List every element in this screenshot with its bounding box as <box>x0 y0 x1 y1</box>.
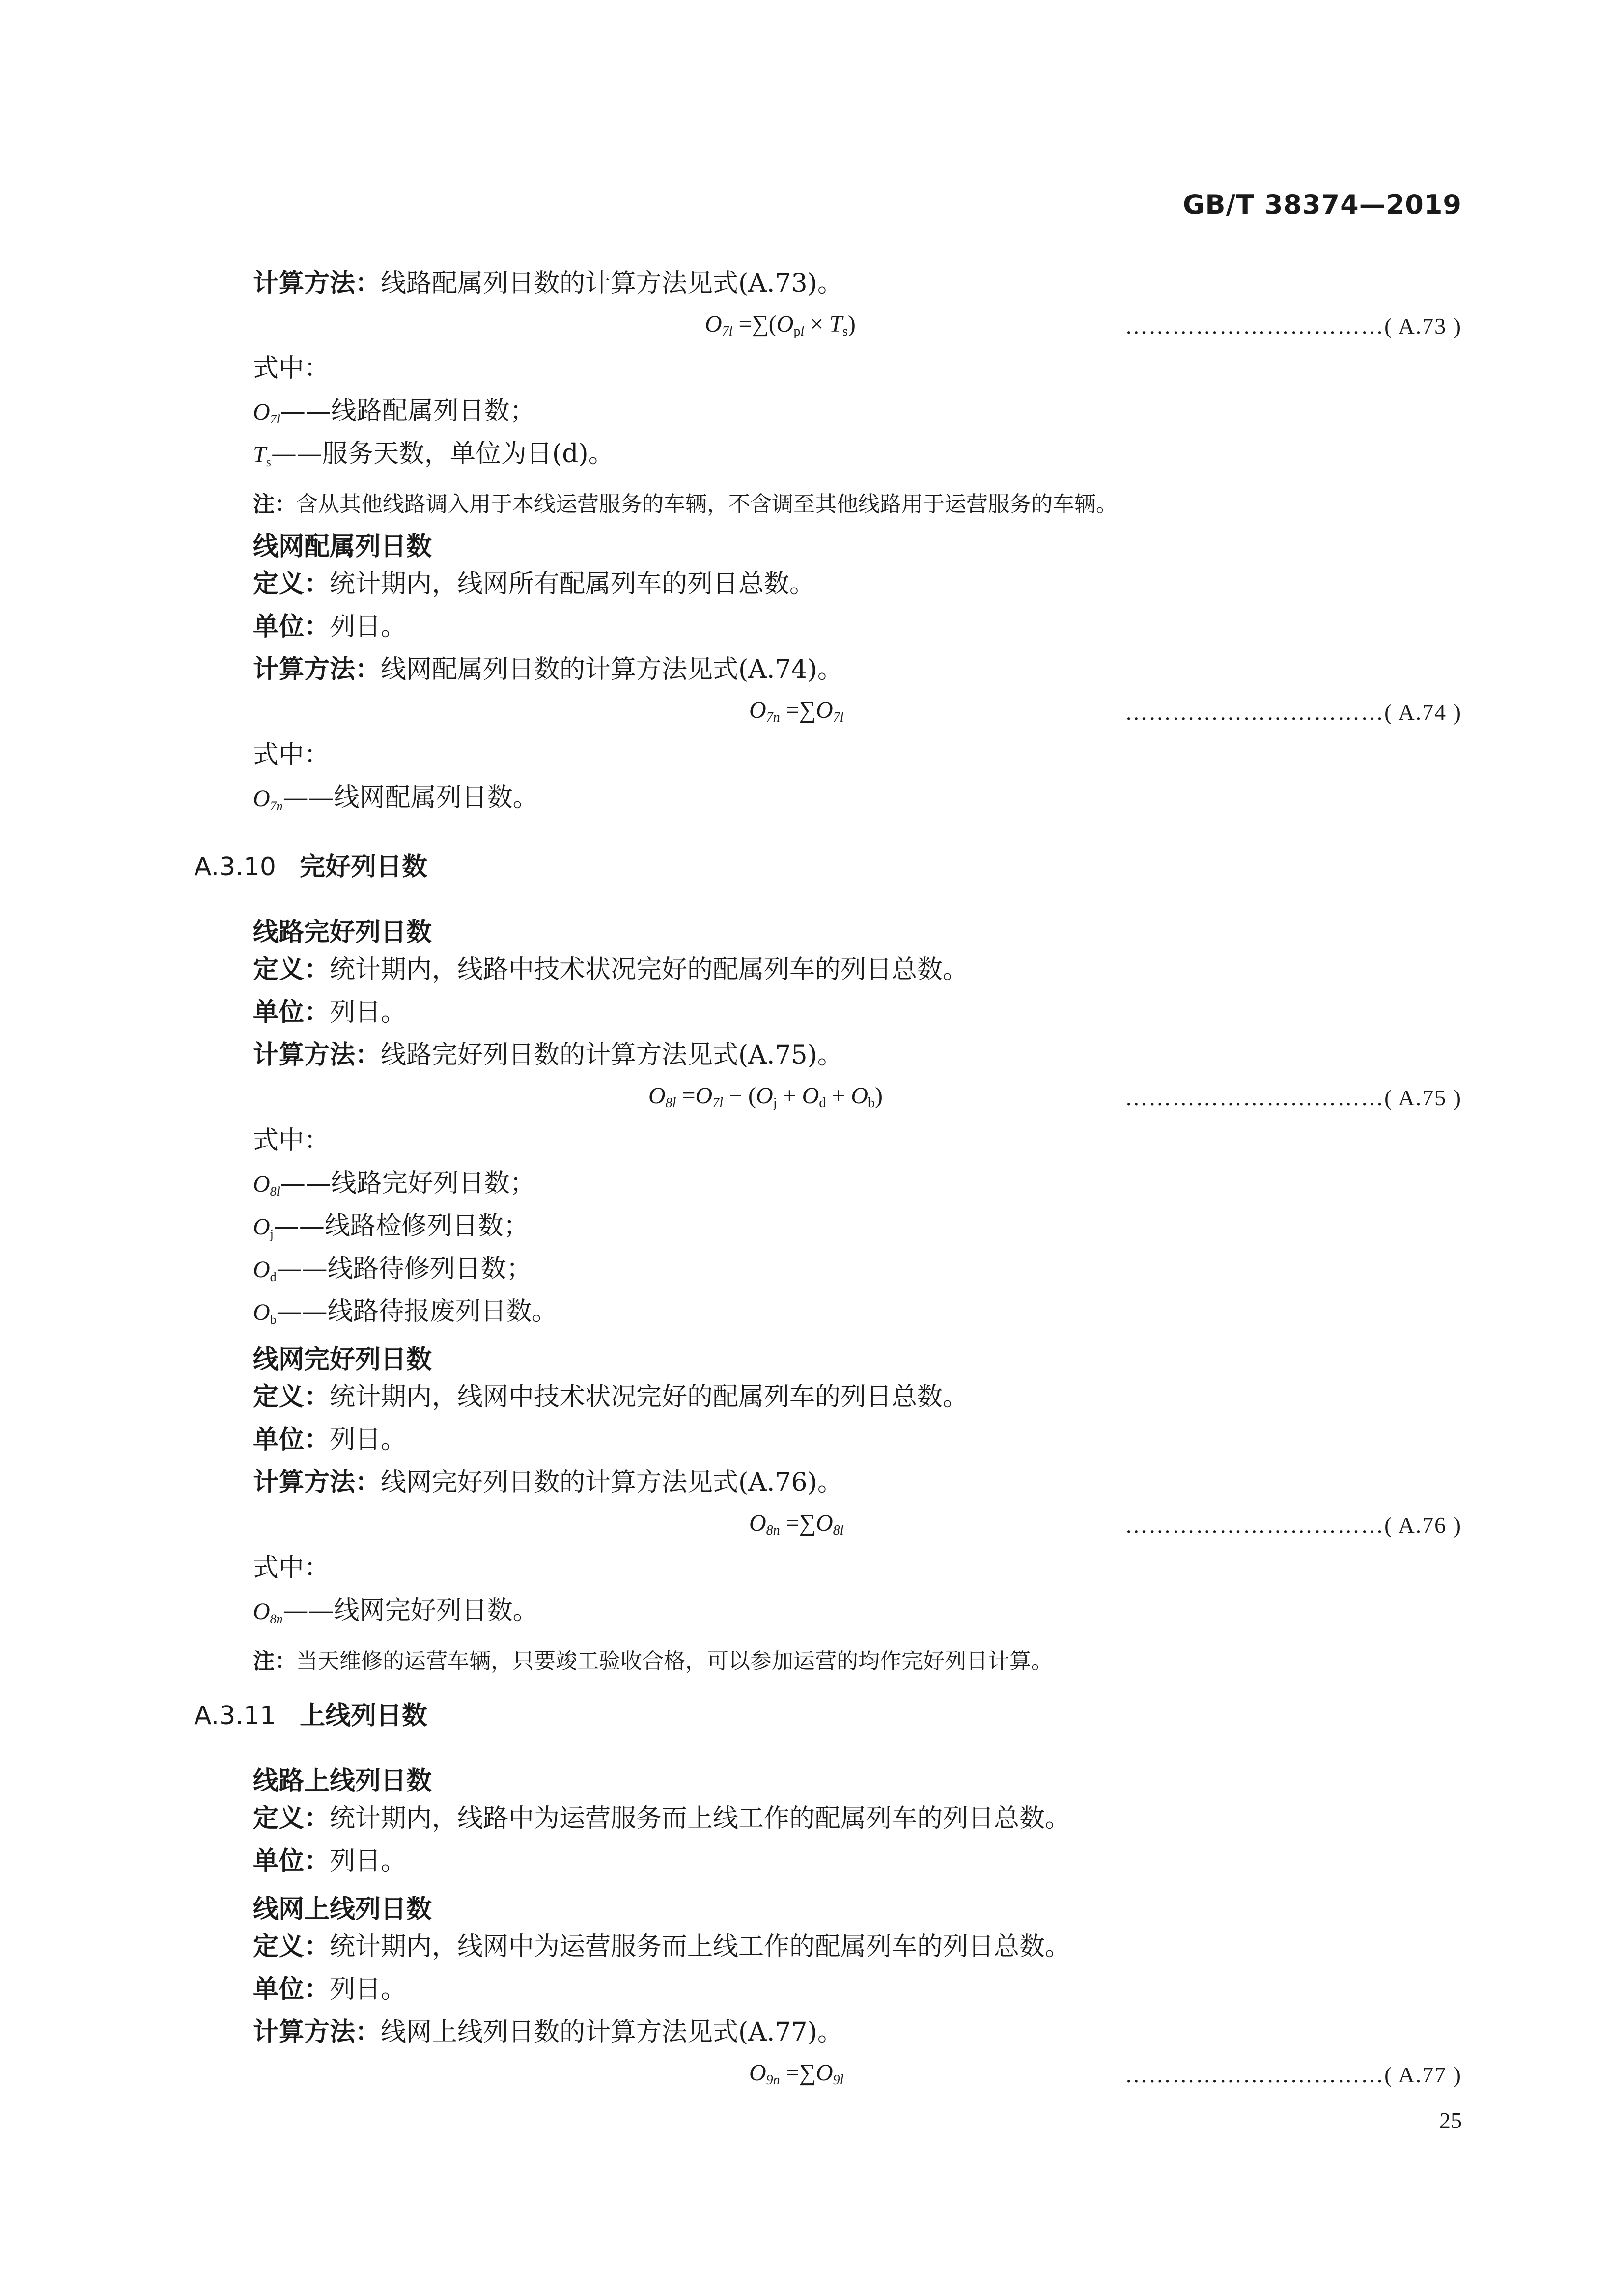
unit-text: 列日。 <box>330 1847 407 1876</box>
definition-label: 定义： <box>253 1804 330 1833</box>
definition-od <box>253 1253 532 1293</box>
equation-ref-a73: ……………………………( A.73 ) <box>1125 313 1462 338</box>
definition-label: 定义： <box>253 1382 330 1412</box>
calc-method-label: 计算方法： <box>253 2017 381 2047</box>
symbol-o7l: $O_{7l}$ <box>253 399 280 426</box>
calc-method-text: 线路配属列日数的计算方法见式(A.73)。 <box>381 269 843 298</box>
unit-text: 列日。 <box>330 612 407 642</box>
calc-method-text: 线网上线列日数的计算方法见式(A.77)。 <box>381 2017 843 2047</box>
where-label-1: 式中： <box>253 354 330 383</box>
calc-method-a75 <box>253 1039 843 1071</box>
definition-text: 统计期内，线路中为运营服务而上线工作的配属列车的列日总数。 <box>330 1804 1071 1833</box>
symbol-o7n: $O_{7n}$ <box>253 785 283 813</box>
calc-method-text: 线网配属列日数的计算方法见式(A.74)。 <box>381 655 843 684</box>
definition-o7n-text: ——线网配属列日数。 <box>282 783 538 812</box>
standard-number: GB/T 38374—2019 <box>1183 189 1462 220</box>
definition-o7l-text: ——线路配属列日数； <box>280 396 535 426</box>
calc-method-label: 计算方法： <box>253 269 381 298</box>
unit-label: 单位： <box>253 612 330 642</box>
section-number: A.3.10 <box>194 852 276 882</box>
definition-o7n <box>253 782 538 822</box>
calc-method-label: 计算方法： <box>253 655 381 684</box>
definition-ob-text: ——线路待报废列日数。 <box>276 1297 558 1326</box>
definition-line-online <box>253 1803 1070 1834</box>
equation-ref-a77: ……………………………( A.77 ) <box>1125 2062 1462 2087</box>
definition-o7l <box>253 395 535 435</box>
unit-text: 列日。 <box>330 998 407 1027</box>
equation-ref-a76: ……………………………( A.76 ) <box>1125 1512 1462 1538</box>
unit-net-good <box>253 1424 406 1455</box>
where-label-4: 式中： <box>253 1553 330 1583</box>
definition-ts-text: ——服务天数，单位为日(d)。 <box>271 439 614 469</box>
unit-line-good <box>253 997 406 1028</box>
equation-ref-a75: ……………………………( A.75 ) <box>1125 1085 1462 1110</box>
formula-a76: $O_{8n} =\sum O_{8l}$ <box>749 1510 844 1538</box>
section-a310-heading <box>194 846 427 883</box>
symbol-o8n: $O_{8n}$ <box>253 1598 283 1626</box>
unit-net-owned <box>253 611 406 643</box>
note-text: 含从其他线路调入用于本线运营服务的车辆，不含调至其他线路用于运营服务的车辆。 <box>296 492 1118 517</box>
symbol-o8l: $O_{8l}$ <box>253 1171 280 1199</box>
definition-label: 定义： <box>253 1932 330 1961</box>
formula-a74: $O_{7n} =\sum O_{7l}$ <box>749 697 844 725</box>
definition-text: 统计期内，线网中技术状况完好的配属列车的列日总数。 <box>330 1382 969 1412</box>
note-text: 当天维修的运营车辆，只要竣工验收合格，可以参加运营的均作完好列日计算。 <box>296 1649 1053 1674</box>
unit-label: 单位： <box>253 998 330 1027</box>
heading-net-good-days: 线网完好列日数 <box>253 1345 432 1374</box>
calc-method-a73 <box>253 268 843 299</box>
symbol-od: $O_d$ <box>253 1257 277 1284</box>
unit-line-online <box>253 1846 406 1877</box>
unit-text: 列日。 <box>330 1425 407 1455</box>
unit-label: 单位： <box>253 1425 330 1455</box>
definition-oj-text: ——线路检修列日数； <box>273 1211 529 1241</box>
definition-o8n <box>253 1595 538 1635</box>
definition-net-online <box>253 1931 1070 1962</box>
symbol-oj: $O_j$ <box>253 1214 274 1241</box>
symbol-ob: $O_b$ <box>253 1299 277 1327</box>
section-title: 完好列日数 <box>299 852 427 882</box>
calc-method-text: 线网完好列日数的计算方法见式(A.76)。 <box>381 1468 843 1497</box>
definition-o8l-text: ——线路完好列日数； <box>280 1169 535 1198</box>
definition-line-good <box>253 954 968 985</box>
unit-net-online <box>253 1974 406 2005</box>
note-label: 注： <box>253 1649 296 1674</box>
where-label-2: 式中： <box>253 740 330 770</box>
definition-text: 统计期内，线网所有配属列车的列日总数。 <box>330 569 815 599</box>
note-2 <box>253 1643 1053 1675</box>
definition-ts <box>253 438 614 478</box>
definition-ob <box>253 1296 558 1336</box>
unit-label: 单位： <box>253 1975 330 2004</box>
symbol-ts: $T_s$ <box>253 442 271 469</box>
calc-method-text: 线路完好列日数的计算方法见式(A.75)。 <box>381 1040 843 1070</box>
unit-label: 单位： <box>253 1847 330 1876</box>
unit-text: 列日。 <box>330 1975 407 2004</box>
definition-o8n-text: ——线网完好列日数。 <box>282 1596 538 1625</box>
note-1 <box>253 486 1118 518</box>
definition-o8l <box>253 1168 535 1207</box>
heading-net-online-days: 线网上线列日数 <box>253 1895 432 1924</box>
calc-method-label: 计算方法： <box>253 1468 381 1497</box>
section-a311-heading <box>194 1695 427 1732</box>
where-label-3: 式中： <box>253 1126 330 1155</box>
formula-a75: $O_{8l} =O_{7l} - (O_j + O_d + O_b)$ <box>648 1083 883 1111</box>
formula-a77: $O_{9n} =\sum O_{9l}$ <box>749 2060 844 2088</box>
section-title: 上线列日数 <box>299 1701 427 1731</box>
definition-net-good <box>253 1381 968 1413</box>
heading-net-owned-days: 线网配属列日数 <box>253 532 432 561</box>
definition-label: 定义： <box>253 569 330 599</box>
formula-a73: $O_{7l} =\sum(O_{pl} \times T_s)$ <box>705 311 856 339</box>
definition-oj <box>253 1210 529 1250</box>
equation-ref-a74: ……………………………( A.74 ) <box>1125 700 1462 725</box>
calc-method-a74 <box>253 654 843 685</box>
definition-text: 统计期内，线路中技术状况完好的配属列车的列日总数。 <box>330 955 969 984</box>
heading-line-good-days: 线路完好列日数 <box>253 918 432 947</box>
definition-label: 定义： <box>253 955 330 984</box>
heading-line-online-days: 线路上线列日数 <box>253 1766 432 1796</box>
definition-text: 统计期内，线网中为运营服务而上线工作的配属列车的列日总数。 <box>330 1932 1071 1961</box>
note-label: 注： <box>253 492 296 517</box>
calc-method-a77 <box>253 2016 843 2048</box>
definition-od-text: ——线路待修列日数； <box>276 1254 532 1284</box>
calc-method-label: 计算方法： <box>253 1040 381 1070</box>
section-number: A.3.11 <box>194 1701 276 1731</box>
calc-method-a76 <box>253 1467 843 1498</box>
definition-net-owned <box>253 568 815 600</box>
page-number: 25 <box>1439 2108 1462 2133</box>
